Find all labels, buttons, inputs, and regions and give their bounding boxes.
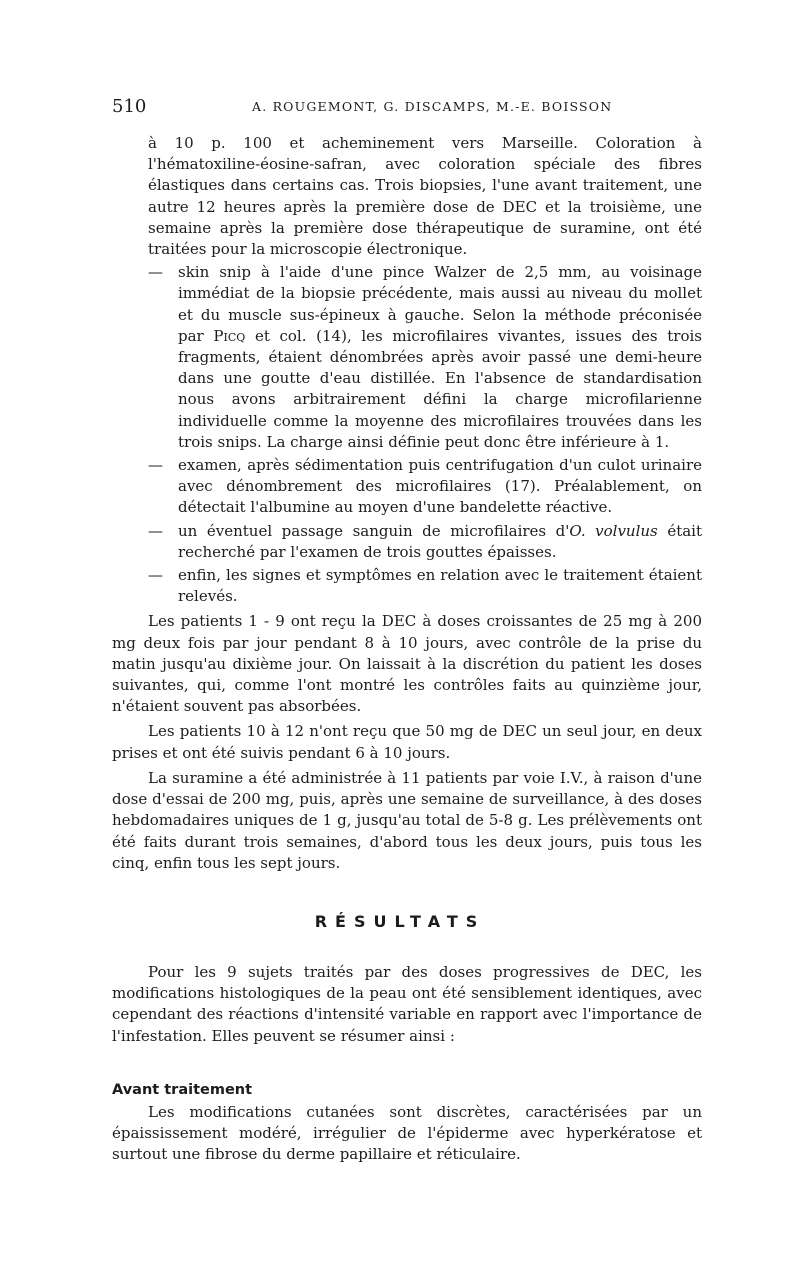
list-item	[148, 455, 702, 519]
list-item-text: examen, après sédimentation puis centrifugation d'un culot urinaire avec dénombrement des microfilaires (17). Préalablement, on détectait l'albumine au moyen d'une bandelette réactive.	[178, 456, 702, 517]
methods-continuation: à 10 p. 100 et acheminement vers Marseille. Coloration à l'hématoxiline-éosine-safran, avec coloration spéciale des fibres élastiques dans certains cas. Trois biopsies, l'une avant traitement, une autre 12 heures après la première dose de DEC et la troisième, une semaine après la première dose thérapeutique de suramine, ont été traitées pour la microscopie électronique.	[148, 134, 702, 259]
list-item	[148, 262, 702, 453]
list-dash: —	[148, 566, 163, 585]
paragraph: Les patients 1 - 9 ont reçu la DEC à doses croissantes de 25 mg à 200 mg deux fois par jour pendant 8 à 10 jours, avec contrôle de la prise du matin jusqu'au dixième jour. On laissait à la discrétion du patient les doses suivantes, qui, comme l'ont montré les contrôles faits au quinzième jour, n'étaient souvent pas absorbées.	[112, 612, 702, 716]
author-name: Picq	[213, 326, 246, 345]
running-head: A. ROUGEMONT, G. DISCAMPS, M.-E. BOISSON	[252, 99, 613, 114]
paragraph: Pour les 9 sujets traités par des doses progressives de DEC, les modifications histologiques de la peau ont été sensiblement identiques, avec cependant des réactions d'intensité variable en rapport avec l'importance de l'infestation. Elles peuvent se résumer ainsi :	[112, 963, 702, 1045]
species-name: O. volvulus	[569, 521, 658, 540]
results-intro	[112, 962, 702, 1047]
list-item	[148, 521, 702, 563]
list-item-text	[178, 262, 702, 453]
list-dash: —	[148, 456, 163, 475]
list-dash: —	[148, 521, 163, 540]
list-item-text	[178, 521, 702, 563]
paragraph: La suramine a été administrée à 11 patients par voie I.V., à raison d'une dose d'essai de 200 mg, puis, après une semaine de surveillance, à des doses hebdomadaires uniques de 1 g, jusqu'au total de 5-8 g. Les prélèvements ont été faits durant trois semaines, d'abord tous les deux jours, puis tous les cinq, enfin tous les sept jours.	[112, 768, 702, 872]
section-title: RÉSULTATS	[314, 912, 486, 931]
list-item-text: enfin, les signes et symptômes en relation avec le traitement étaient relevés.	[178, 566, 702, 606]
page-number: 510	[112, 96, 147, 117]
page-header	[112, 96, 712, 120]
subsection-body	[112, 1102, 702, 1166]
list-dash: —	[148, 263, 163, 282]
subsection-title: Avant traitement	[112, 1082, 253, 1098]
list-item	[148, 565, 702, 607]
list-item-text-part: était recherché par l'examen de trois gouttes épaisses.	[178, 521, 702, 561]
list-item-text-part: un éventuel passage sanguin de microfilaires d'	[178, 521, 570, 540]
paragraph: Les patients 10 à 12 n'ont reçu que 50 mg de DEC un seul jour, en deux prises et ont été suivis pendant 6 à 10 jours.	[112, 722, 702, 762]
paragraph: Les modifications cutanées sont discrètes, caractérisées par un épaississement modéré, irrégulier de l'épiderme avec hyperkératose et surtout une fibrose du derme papillaire et réticulaire.	[112, 1103, 702, 1164]
methods-section	[112, 133, 702, 874]
list-item-text-part: et col. (14), les microfilaires vivantes, issues des trois fragments, étaient dénombrées après avoir passé une demi-heure dans une goutte d'eau distillée. En l'absence de standardisation nous avons arbitrairement défini la charge microfilarienne individuelle comme la moyenne des microfilaires trouvées dans les trois snips. La charge ainsi définie peut donc être inférieure à 1.	[178, 326, 702, 451]
list-item-text-part: skin snip à l'aide d'une pince Walzer de 2,5 mm, au voisinage immédiat de la biopsie précédente, mais aussi au niveau du mollet et du muscle sus-épineux à gauche. Selon la méthode préconisée par	[178, 263, 702, 345]
